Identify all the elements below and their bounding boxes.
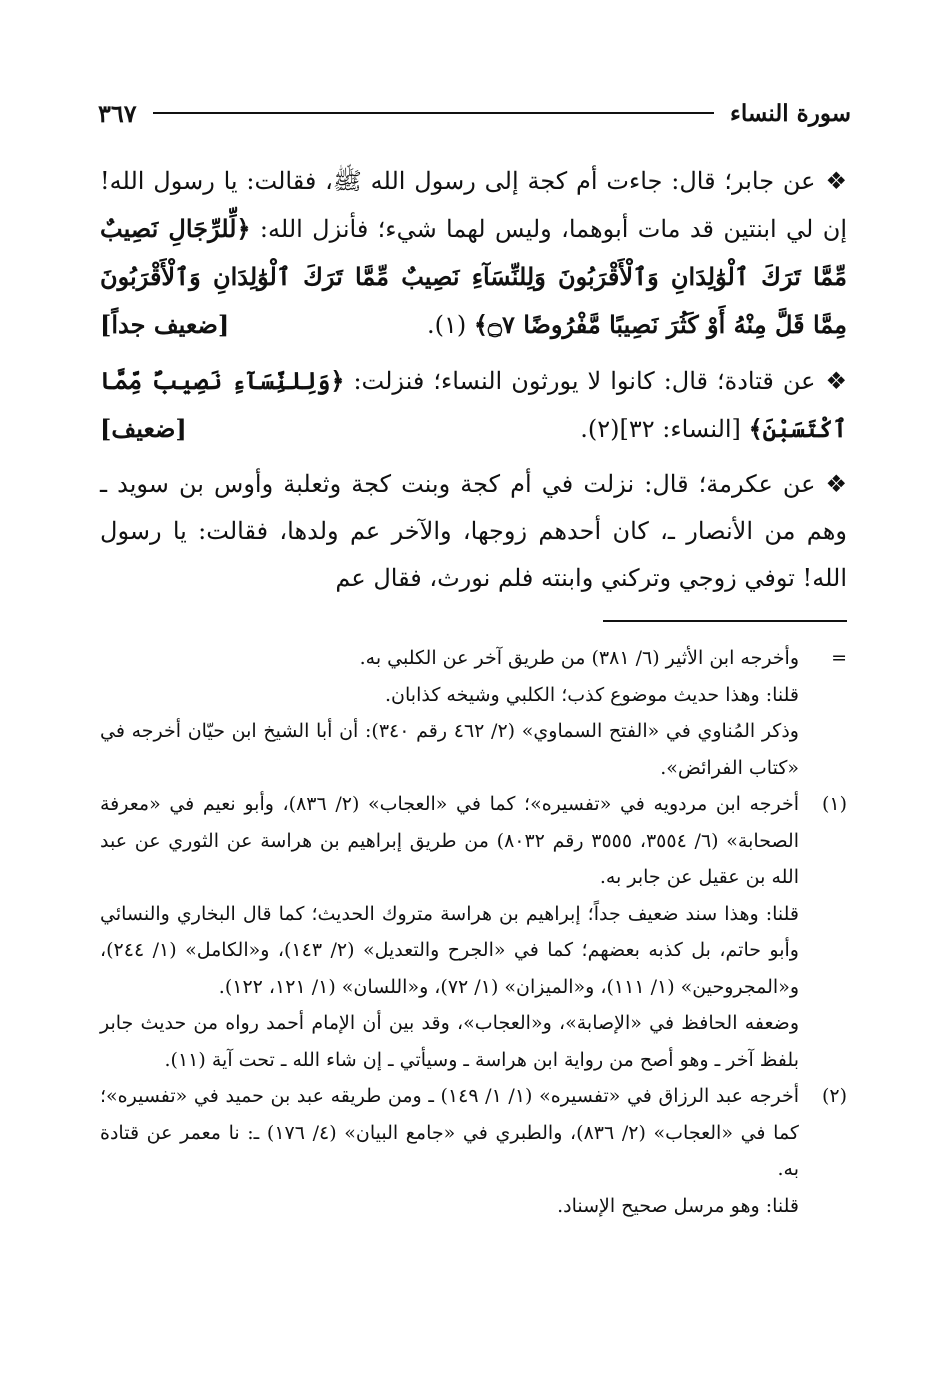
quran-verse: ﴿لِّلرِّجَالِ نَصِيبٌ مِّمَّا تَرَكَ ٱلْوَٰلِدَانِ وَٱلْأَقْرَبُونَ وَلِلنِّسَآءِ نَصِيبٌ مِّمَّا تَرَكَ ٱلْوَٰلِدَانِ وَٱلْأَقْرَبُونَ مِمَّا قَلَّ مِنْهُ أَوْ كَثُرَ نَصِيبًا مَّفْرُوضًا ۝٧﴾ [100,214,847,339]
footnote-line: قلنا: وهذا سند ضعيف جداً؛ إبراهيم بن هراسة متروك الحديث؛ كما قال البخاري والنسائي وأبو حاتم، بل كذبه بعضهم؛ كما في «الجرح والتعديل» (٢/ ١٤٣)، و«الكامل» (١/ ٢٤٤)، و«المجروحين» (١/ ١١١)، و«الميزان» (١/ ٧٢)، و«اللسان» (١/ ١٢١، ١٢٢). [100,902,799,998]
hadith-paragraph [100,461,847,602]
footnote-body [100,786,799,1078]
grade-label: [ضعيف] [100,414,187,443]
footnote-line: أخرجه ابن مردويه في «تفسيره»؛ كما في «العجاب» (٢/ ٨٣٦)، وأبو نعيم في «معرفة الصحابة» (٦/ ٣٥٥٤، ٣٥٥٥ رقم ٨٠٣٢) من طريق إبراهيم بن هراسة عن الثوري عن عبد الله بن عقيل عن جابر به. [100,793,799,888]
footnote-separator [603,620,847,622]
narration-text: عن عكرمة؛ قال: نزلت في أم كجة وبنت كجة وثعلبة وأوس بن سويد ـ وهم من الأنصار ـ، كان أحدهم زوجها، والآخر عم ولدها، فقالت: يا رسول الله! توفي زوجي وتركني وابنته فلم نورث، فقال عم [100,470,847,592]
grade-label: [ضعيف جداً] [100,310,230,339]
diamond-marker-icon: ❖ [825,167,847,195]
footnote [100,1078,847,1224]
footnotes [100,640,847,1224]
footnote [100,786,847,1078]
footnote-body [100,1078,799,1224]
footnote-line: وضعفه الحافظ في «الإصابة»، و«العجاب»، وقد بين أن الإمام أحمد رواه من حديث جابر بلفظ آخر ـ وهو أصح من رواية ابن هراسة ـ وسيأتي ـ إن شاء الله ـ تحت آية (١١). [100,1012,799,1071]
footnote-body [100,640,799,786]
footnote-line: وذكر المُناوي في «الفتح السماوي» (٢/ ٤٦٢ رقم ٣٤٠): أن أبا الشيخ ابن حيّان أخرجه في «كتاب الفرائض». [100,720,799,779]
footnote-number: (٢) [821,1085,847,1107]
diamond-marker-icon: ❖ [825,367,848,395]
footnote-line: أخرجه عبد الرزاق في «تفسيره» (١/ ١/ ١٤٩) ـ ومن طريقه عبد بن حميد في «تفسيره»؛ كما في «العجاب» (٢/ ٨٣٦)، والطبري في «جامع البيان» (٤/ ١٧٦) ـ: نا معمر عن قتادة به. [100,1085,799,1180]
running-header [98,96,851,130]
page-number: ٣٦٧ [98,98,137,128]
hadith-paragraph [100,158,847,349]
hadith-paragraph [100,357,847,453]
quran-verse: ﴿وَلِلنِّسَآءِ نَصِيبٌ مِّمَّا ٱكْتَسَبْنَ﴾ [100,366,847,443]
footnote-number: = [831,647,847,669]
footnote-line: قلنا: وهو مرسل صحيح الإسناد. [557,1194,799,1217]
verse-reference: [النساء: ٣٢](٢). [580,415,741,443]
surah-title: سورة النساء [730,99,851,127]
narration-text: عن قتادة؛ قال: كانوا لا يورثون النساء؛ فنزلت: [353,367,816,395]
footnote [100,640,847,786]
footnote-number: (١) [821,793,847,815]
narration-text: عن جابر؛ قال: جاءت أم كجة إلى رسول الله ﷺ، فقالت: يا رسول الله! إن لي ابنتين قد مات أبوهما، وليس لهما شيء؛ فأنزل الله: [100,167,848,243]
footnote-line: قلنا: وهذا حديث موضوع كذب؛ الكلبي وشيخه كذابان. [385,683,799,706]
footnote-line: وأخرجه ابن الأثير (٦/ ٣٨١) من طريق آخر عن الكلبي به. [359,647,799,669]
header-rule [153,112,714,114]
main-text [100,158,847,602]
verse-reference: (١). [426,311,467,339]
diamond-marker-icon: ❖ [825,470,847,498]
